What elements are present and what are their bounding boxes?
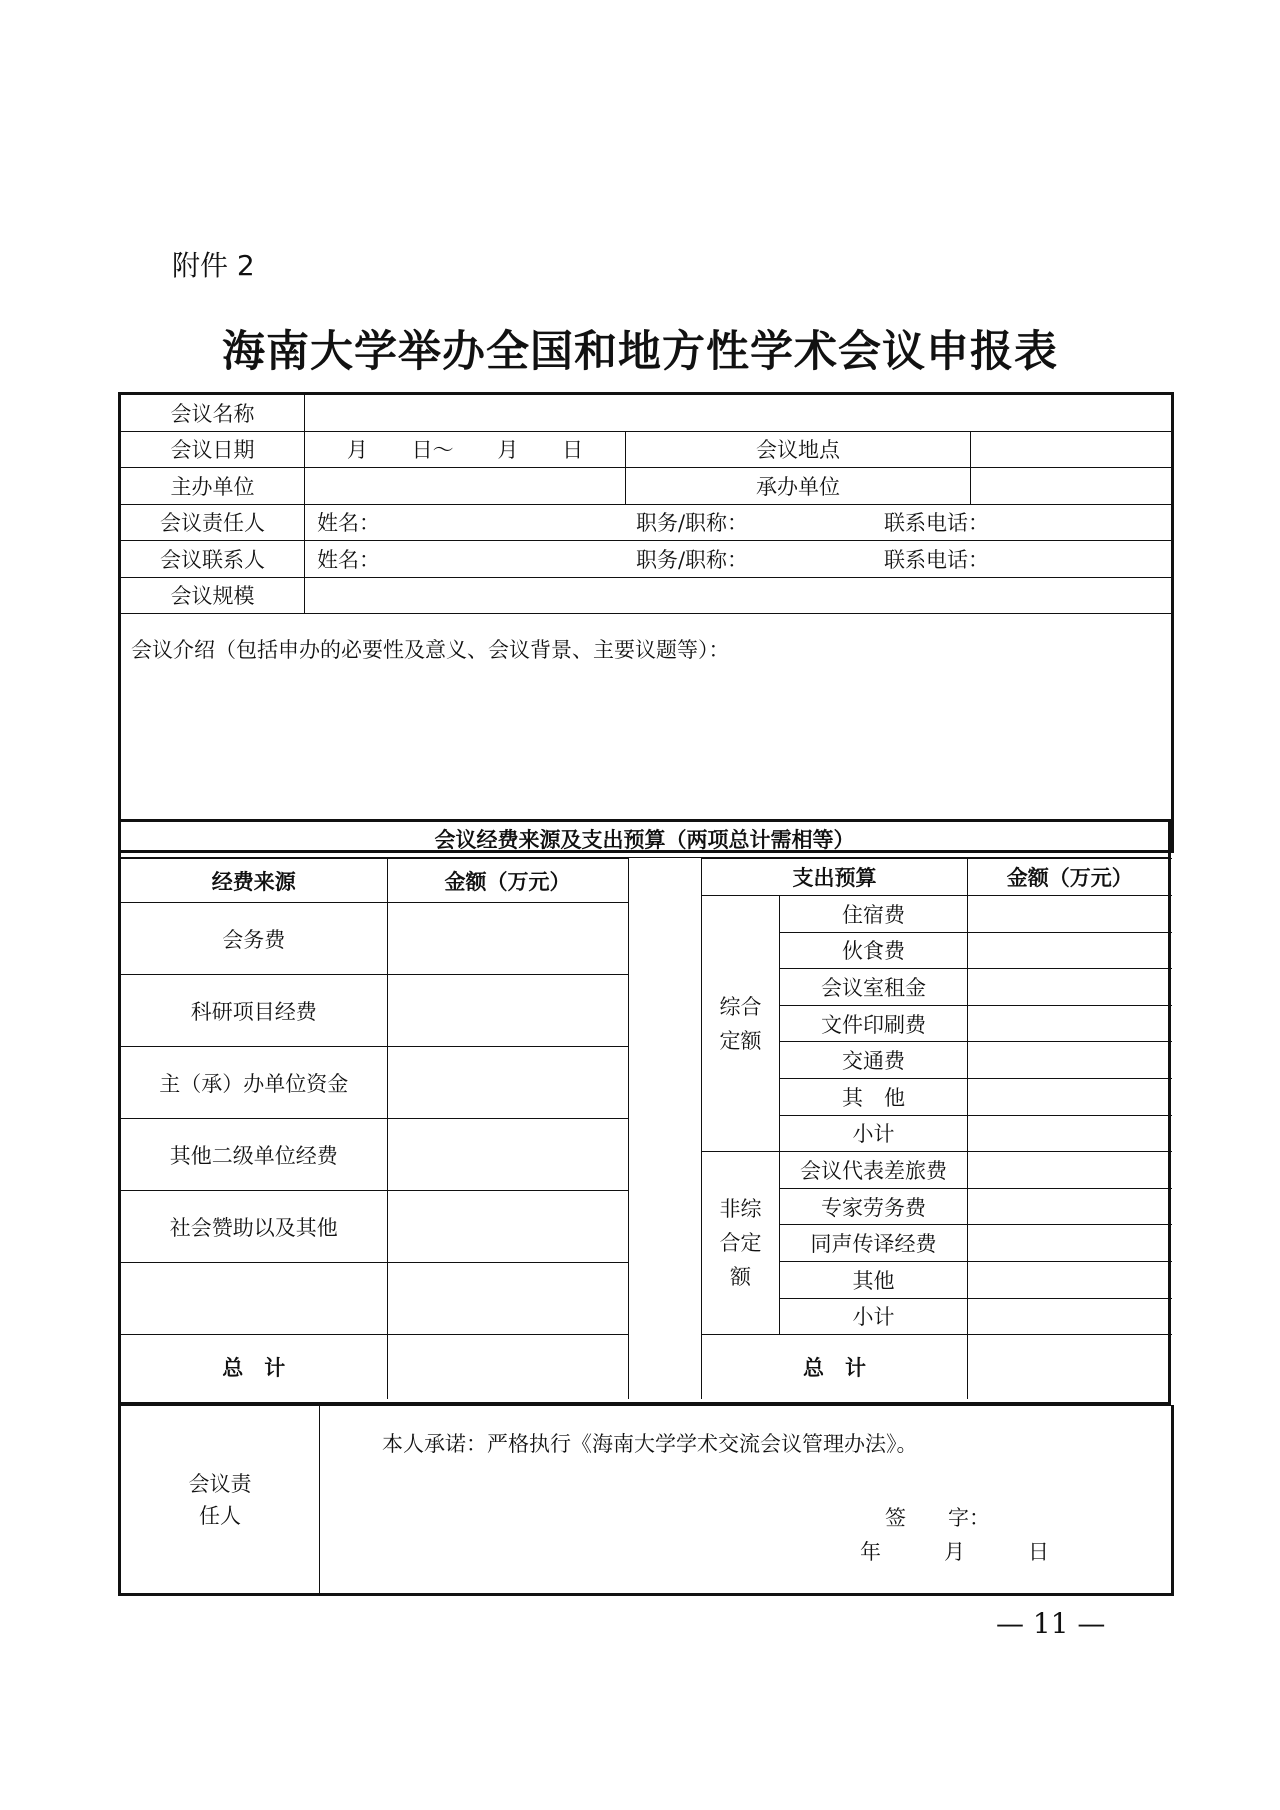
expense-item: 住宿费 bbox=[780, 896, 968, 933]
source-item: 会务费 bbox=[121, 903, 387, 975]
leader-field[interactable] bbox=[305, 504, 1173, 541]
date-field[interactable] bbox=[305, 431, 626, 468]
expense-amount[interactable] bbox=[968, 1005, 1172, 1042]
expense-item: 其他 bbox=[780, 1261, 968, 1298]
date-day1: 日～ bbox=[411, 438, 454, 463]
location-field[interactable] bbox=[971, 431, 1173, 468]
scale-label: 会议规模 bbox=[120, 577, 305, 614]
source-total-amount[interactable] bbox=[387, 1335, 628, 1400]
expense-amount-header: 金额（万元） bbox=[968, 859, 1172, 896]
expense-item: 小计 bbox=[780, 1298, 968, 1335]
source-item: 科研项目经费 bbox=[121, 975, 387, 1047]
leader-phone-label: 联系电话： bbox=[884, 511, 990, 536]
expense-amount[interactable] bbox=[968, 1261, 1172, 1298]
expense-header: 支出预算 bbox=[702, 859, 968, 896]
expense-item: 其 他 bbox=[780, 1078, 968, 1115]
intro-field[interactable] bbox=[120, 614, 1173, 852]
contact-name-label: 姓名： bbox=[317, 547, 380, 572]
date-day2: 日 bbox=[562, 438, 584, 463]
source-amount[interactable] bbox=[387, 1047, 628, 1119]
contact-title-label: 职务/职称： bbox=[635, 547, 749, 572]
source-table bbox=[121, 858, 629, 1399]
expense-amount[interactable] bbox=[968, 969, 1172, 1006]
source-amount[interactable] bbox=[387, 1191, 628, 1263]
noncomprehensive-label: 非综合定额 bbox=[702, 1152, 780, 1335]
info-table bbox=[118, 392, 1174, 853]
source-amount-header: 金额（万元） bbox=[387, 859, 628, 903]
pledge-text: 本人承诺：严格执行《海南大学学术交流会议管理办法》。 bbox=[382, 1432, 918, 1456]
expense-total-label: 总 计 bbox=[702, 1335, 968, 1400]
contact-phone-label: 联系电话： bbox=[884, 547, 990, 572]
source-item: 主（承）办单位资金 bbox=[121, 1047, 387, 1119]
source-item[interactable] bbox=[121, 1263, 387, 1335]
expense-item: 会议室租金 bbox=[780, 969, 968, 1006]
sign-label: 签 字： bbox=[885, 1506, 990, 1530]
page-number: — 11 — bbox=[996, 1607, 1106, 1640]
comprehensive-label: 综合定额 bbox=[702, 896, 780, 1152]
expense-amount[interactable] bbox=[968, 1225, 1172, 1262]
source-amount[interactable] bbox=[387, 903, 628, 975]
expense-item: 文件印刷费 bbox=[780, 1005, 968, 1042]
responsible-label-text: 会议责任人 bbox=[188, 1471, 252, 1528]
contact-field[interactable] bbox=[305, 541, 1173, 578]
expense-amount[interactable] bbox=[968, 932, 1172, 969]
host-label: 主办单位 bbox=[120, 468, 305, 505]
expense-item: 会议代表差旅费 bbox=[780, 1152, 968, 1189]
intro-label: 会议介绍（包括申办的必要性及意义、会议背景、主要议题等）： bbox=[131, 638, 730, 662]
expense-item: 小计 bbox=[780, 1115, 968, 1152]
sign-date: 年 月 日 bbox=[860, 1540, 1049, 1564]
date-month1: 月 bbox=[346, 438, 368, 463]
budget-title: 会议经费来源及支出预算（两项总计需相等） bbox=[121, 822, 1168, 858]
responsible-table bbox=[118, 1405, 1174, 1596]
leader-title-label: 职务/职称： bbox=[635, 511, 749, 536]
signature-field[interactable] bbox=[320, 1406, 1173, 1595]
organizer-label: 承办单位 bbox=[626, 468, 971, 505]
expense-amount[interactable] bbox=[968, 1152, 1172, 1189]
source-item: 其他二级单位经费 bbox=[121, 1119, 387, 1191]
page-title: 海南大学举办全国和地方性学术会议申报表 bbox=[222, 327, 1058, 377]
source-amount[interactable] bbox=[387, 1119, 628, 1191]
date-month2: 月 bbox=[497, 438, 519, 463]
expense-item: 专家劳务费 bbox=[780, 1188, 968, 1225]
responsible-label bbox=[120, 1406, 320, 1595]
leader-name-label: 姓名： bbox=[317, 511, 380, 536]
expense-item: 交通费 bbox=[780, 1042, 968, 1079]
name-label: 会议名称 bbox=[120, 394, 305, 432]
source-amount[interactable] bbox=[387, 975, 628, 1047]
source-total-label: 总 计 bbox=[121, 1335, 387, 1400]
expense-amount[interactable] bbox=[968, 1078, 1172, 1115]
organizer-field[interactable] bbox=[971, 468, 1173, 505]
scale-field[interactable] bbox=[305, 577, 1173, 614]
budget-section bbox=[118, 819, 1171, 1405]
attachment-label: 附件 2 bbox=[172, 249, 255, 282]
leader-label: 会议责任人 bbox=[120, 504, 305, 541]
expense-amount[interactable] bbox=[968, 1298, 1172, 1335]
date-label: 会议日期 bbox=[120, 431, 305, 468]
location-label: 会议地点 bbox=[626, 431, 971, 468]
expense-amount[interactable] bbox=[968, 1042, 1172, 1079]
expense-table bbox=[701, 858, 1172, 1399]
expense-item: 同声传译经费 bbox=[780, 1225, 968, 1262]
source-amount[interactable] bbox=[387, 1263, 628, 1335]
source-item: 社会赞助以及其他 bbox=[121, 1191, 387, 1263]
expense-total-amount[interactable] bbox=[968, 1335, 1172, 1400]
expense-amount[interactable] bbox=[968, 896, 1172, 933]
name-field[interactable] bbox=[305, 394, 1173, 432]
expense-amount[interactable] bbox=[968, 1188, 1172, 1225]
contact-label: 会议联系人 bbox=[120, 541, 305, 578]
host-field[interactable] bbox=[305, 468, 626, 505]
expense-amount[interactable] bbox=[968, 1115, 1172, 1152]
expense-item: 伙食费 bbox=[780, 932, 968, 969]
source-header: 经费来源 bbox=[121, 859, 387, 903]
